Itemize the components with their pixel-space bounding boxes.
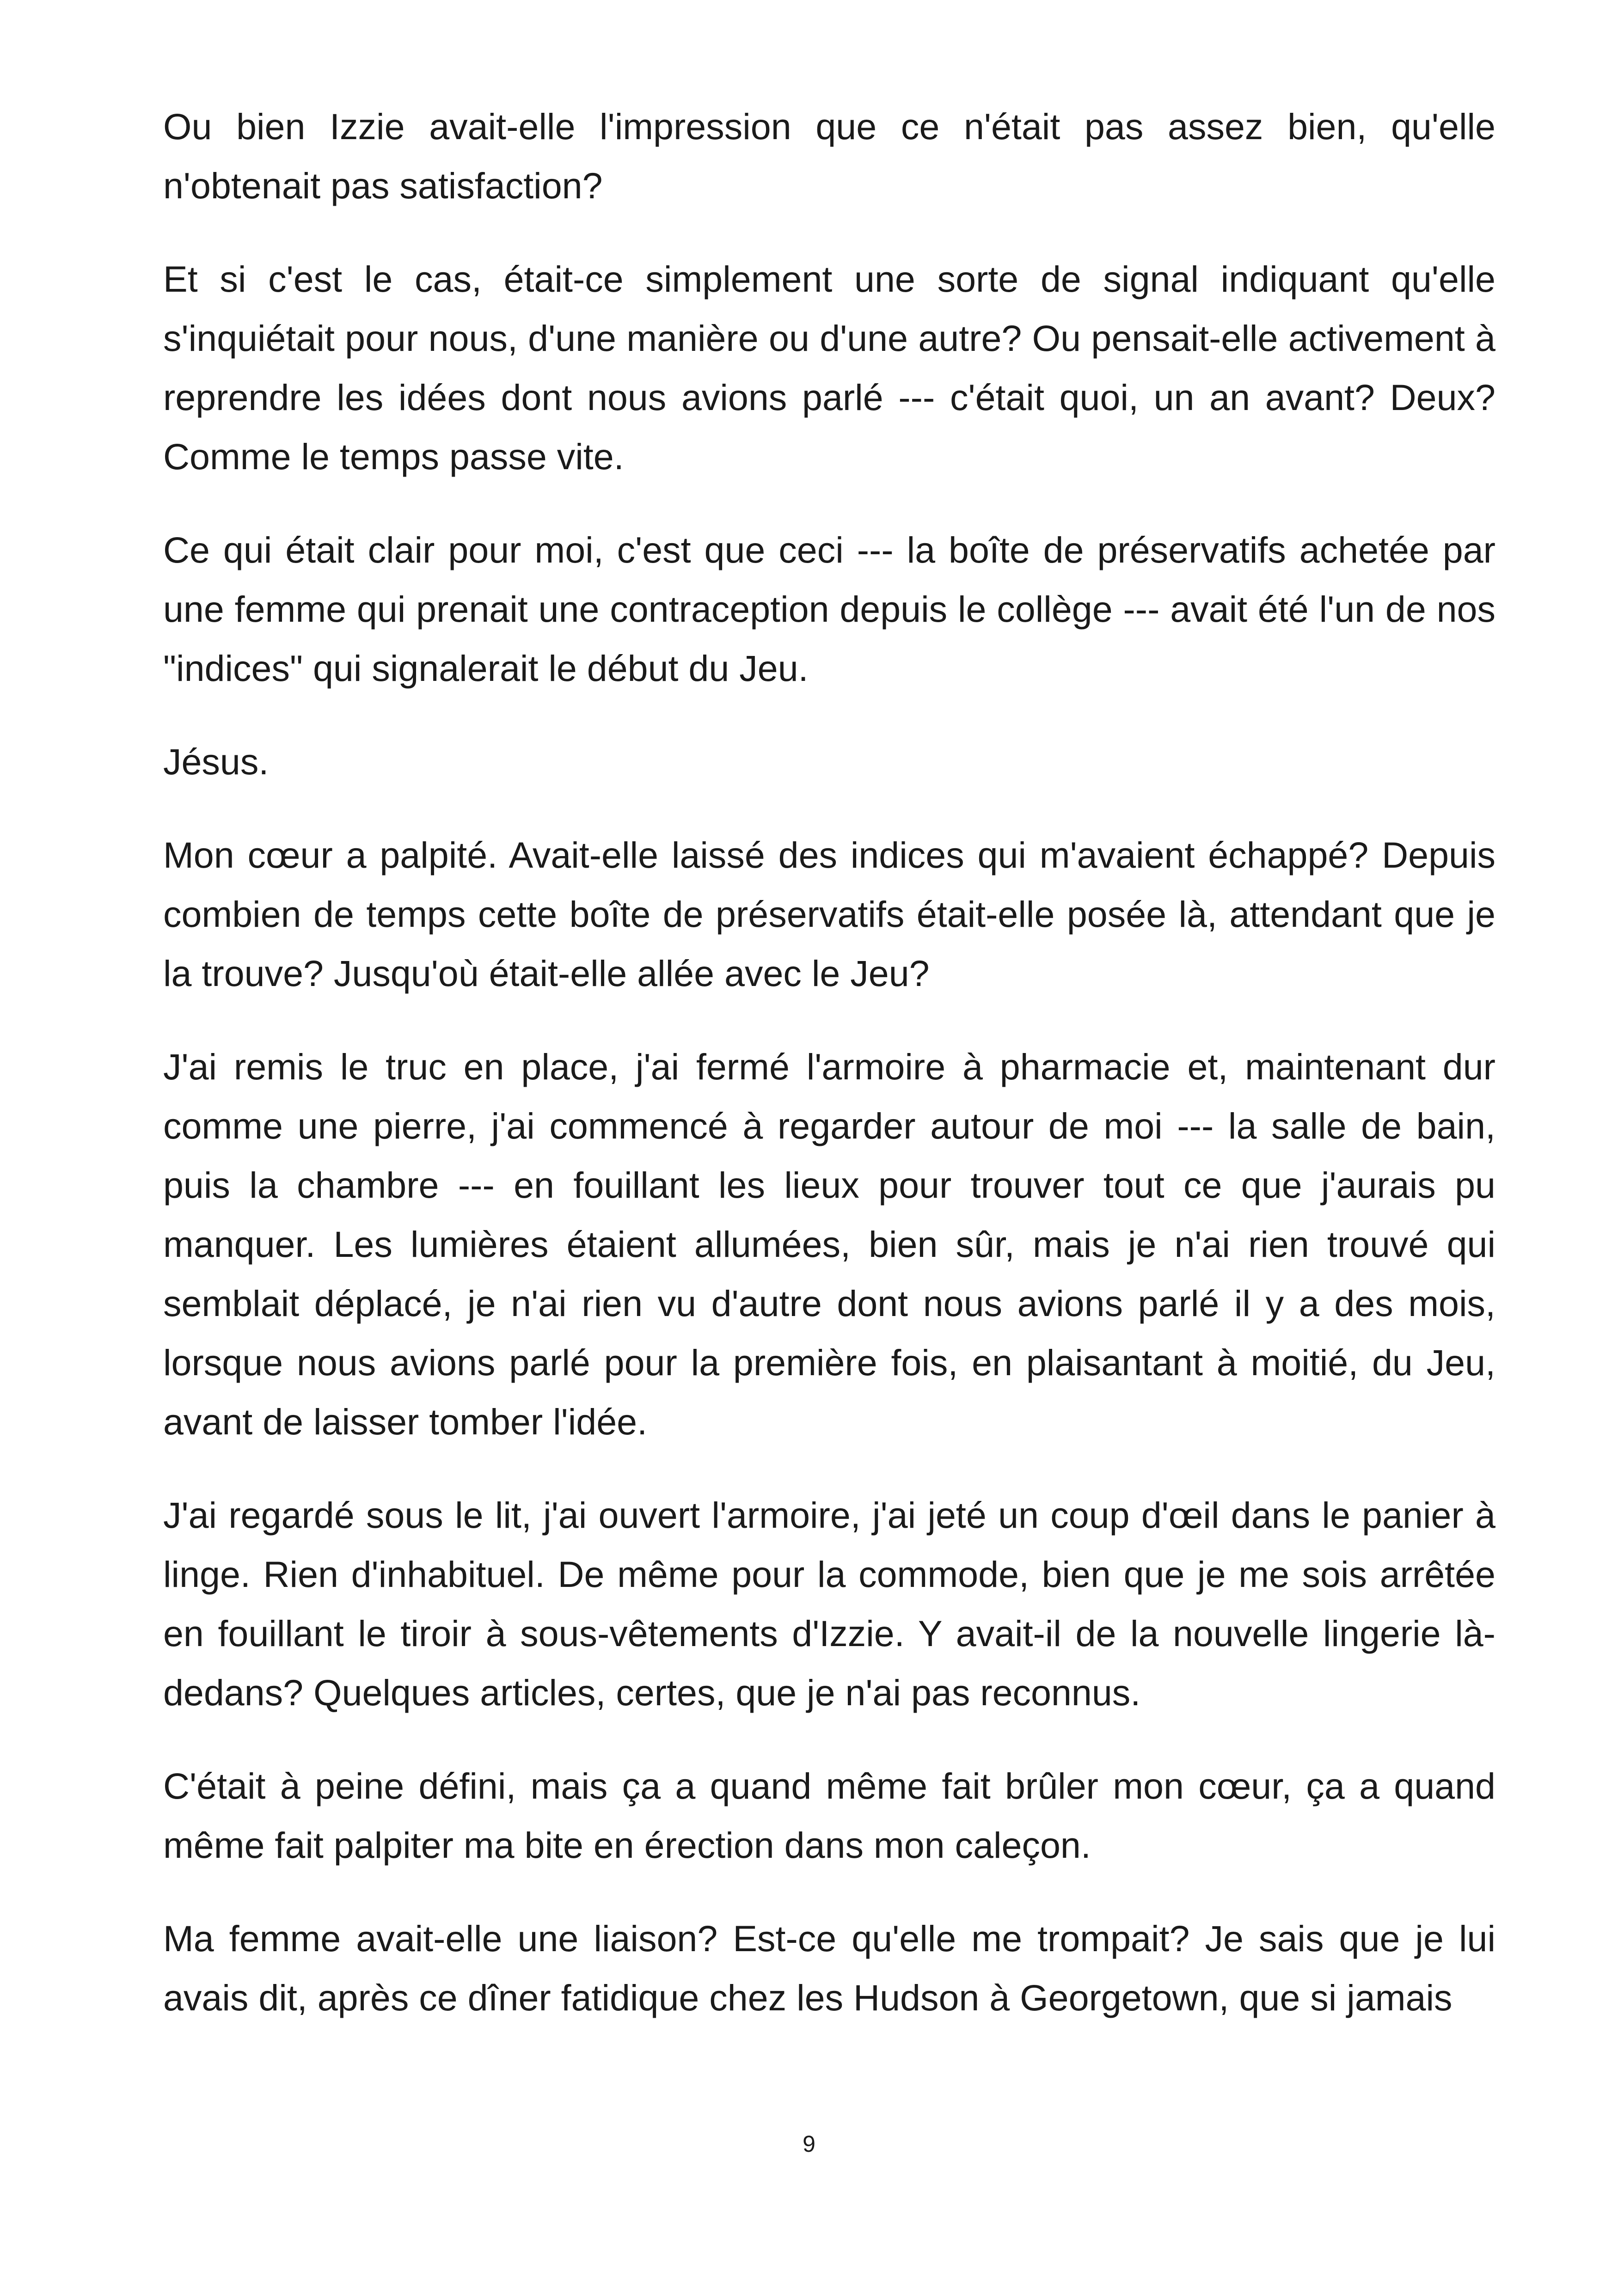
- paragraph-6: J'ai remis le truc en place, j'ai fermé l'armoire à pharmacie et, maintenant dur comme une pierre, j'ai commencé à regarder autour de moi --- la salle de bain, puis la chambre --- en fouillant les lieux pour trouver tout ce que j'aurais pu manquer. Les lumières étaient allumées, bien sûr, mais je n'ai rien trouvé qui semblait déplacé, je n'ai rien vu d'autre dont nous avions parlé il y a des mois, lorsque nous avions parlé pour la première fois, en plaisantant à moitié, du Jeu, avant de laisser tomber l'idée.: [163, 1046, 1495, 1442]
- paragraph-7: J'ai regardé sous le lit, j'ai ouvert l'armoire, j'ai jeté un coup d'œil dans le panier à linge. Rien d'inhabituel. De même pour la commode, bien que je me sois arrêtée en fouillant le tiroir à sous-vêtements d'Izzie. Y avait-il de la nouvelle lingerie là-dedans? Quelques articles, certes, que je n'ai pas reconnus.: [163, 1494, 1495, 1713]
- paragraph-8: C'était à peine défini, mais ça a quand même fait brûler mon cœur, ça a quand même fait palpiter ma bite en érection dans mon caleçon.: [163, 1765, 1495, 1866]
- paragraph-3: Ce qui était clair pour moi, c'est que ceci --- la boîte de préservatifs achetée par une femme qui prenait une contraception depuis le collège --- avait été l'un de nos "indices" qui signalerait le début du Jeu.: [163, 529, 1495, 689]
- paragraph-5: Mon cœur a palpité. Avait-elle laissé des indices qui m'avaient échappé? Depuis combien de temps cette boîte de préservatifs était-elle posée là, attendant que je la trouve? Jusqu'où était-elle allée avec le Jeu?: [163, 834, 1495, 994]
- page-body: [163, 97, 1495, 2062]
- page-number: 9: [803, 2131, 815, 2157]
- paragraph-2: Et si c'est le cas, était-ce simplement une sorte de signal indiquant qu'elle s'inquiétait pour nous, d'une manière ou d'une autre? Ou pensait-elle activement à reprendre les idées dont nous avions parlé --- c'était quoi, un an avant? Deux? Comme le temps passe vite.: [163, 258, 1495, 477]
- paragraph-1: Ou bien Izzie avait-elle l'impression que ce n'était pas assez bien, qu'elle n'obtenait pas satisfaction?: [163, 106, 1495, 206]
- paragraph-9: Ma femme avait-elle une liaison? Est-ce qu'elle me trompait? Je sais que je lui avais dit, après ce dîner fatidique chez les Hudson à Georgetown, que si jamais: [163, 1918, 1495, 2018]
- paragraph-4: Jésus.: [163, 741, 269, 782]
